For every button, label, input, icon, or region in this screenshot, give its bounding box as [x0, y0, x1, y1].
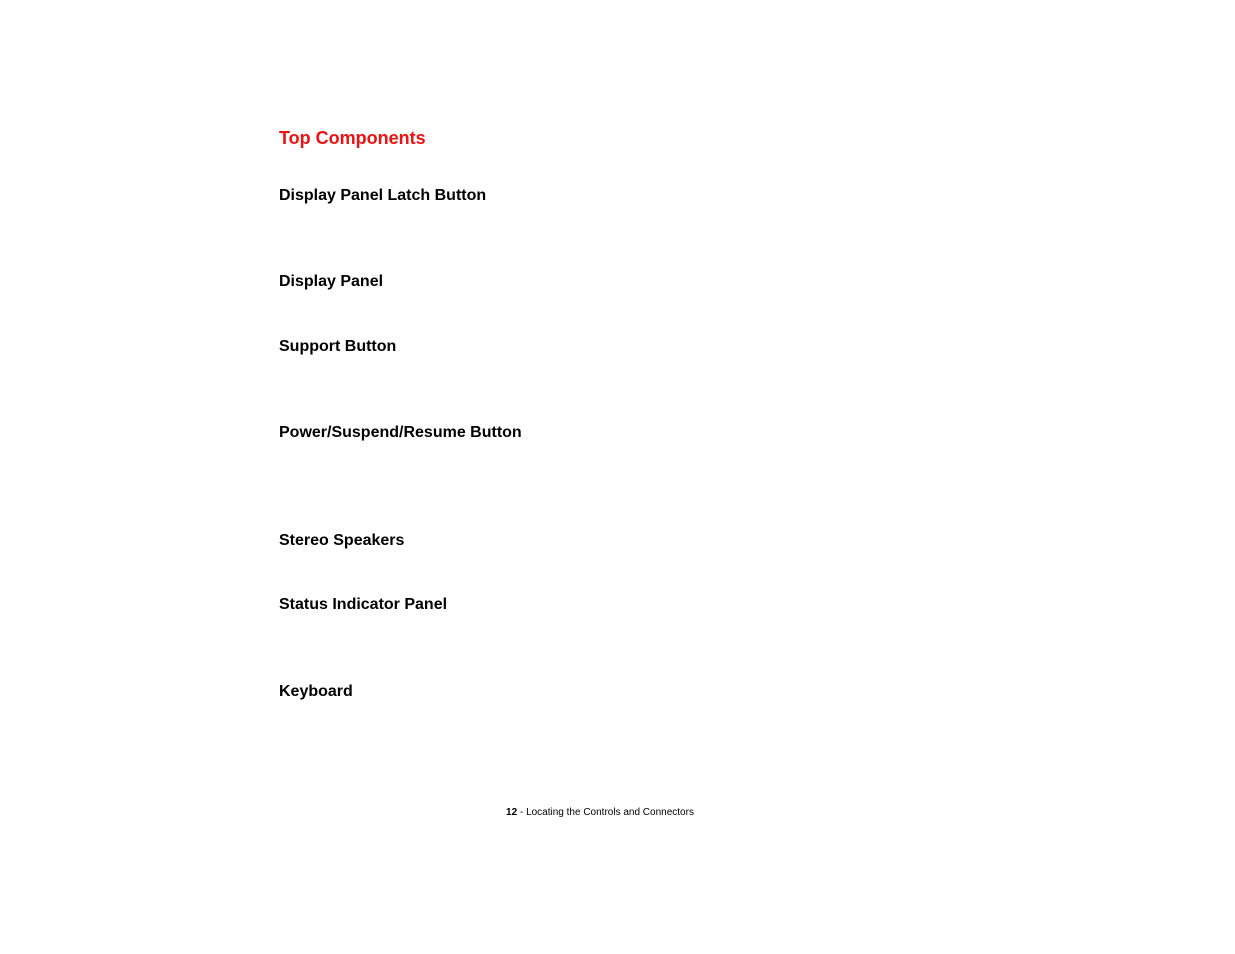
section-title: Top Components	[279, 128, 426, 148]
heading-display-panel: Display Panel	[279, 273, 384, 290]
heading-support-button: Support Button	[279, 338, 397, 355]
heading-power-suspend-resume-button: Power/Suspend/Resume Button	[279, 424, 522, 441]
footer-separator: -	[517, 807, 527, 818]
heading-keyboard: Keyboard	[279, 683, 353, 700]
heading-status-indicator-panel: Status Indicator Panel	[279, 596, 448, 613]
page-number: 12	[506, 807, 518, 818]
page-footer	[0, 806, 1200, 820]
footer-chapter: Locating the Controls and Connectors	[526, 807, 694, 818]
heading-display-panel-latch-button: Display Panel Latch Button	[279, 187, 487, 204]
heading-stereo-speakers: Stereo Speakers	[279, 532, 405, 549]
